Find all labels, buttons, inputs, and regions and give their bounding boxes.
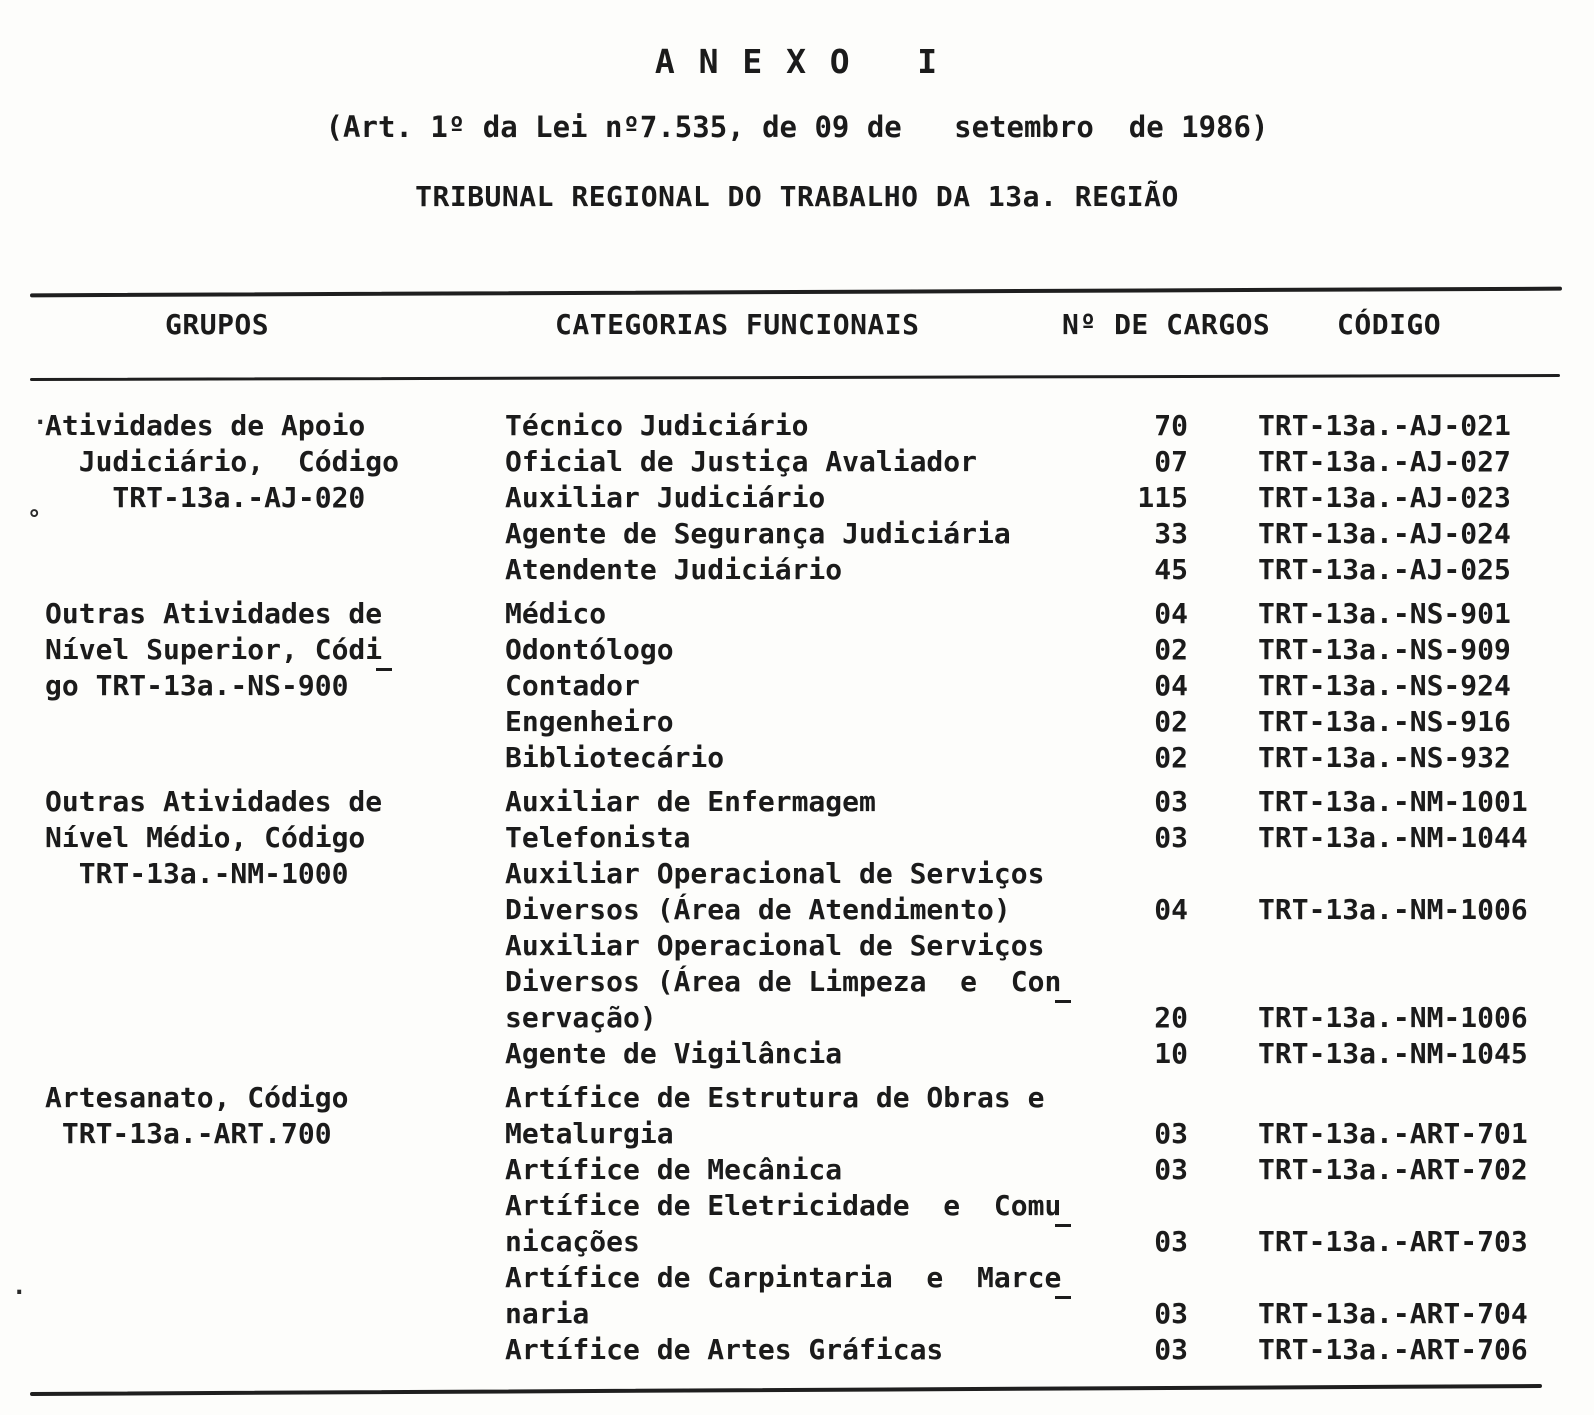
document-title: A N E X O I [654,42,940,81]
cell-grupo [35,928,505,964]
hyphenation-mark [1055,1296,1071,1299]
cell-grupo [35,1224,505,1260]
cell-numero-de-cargos [1040,928,1188,964]
scan-artifact: ° [27,505,42,533]
cell-numero-de-cargos: 03 [1154,821,1188,854]
table-row [35,892,1575,928]
table-row [35,632,1575,668]
table-section [35,1080,1575,1368]
cell-codigo: TRT-13a.-NM-1006 [1258,893,1528,926]
law-reference: (Art. 1º da Lei nº7.535, de 09 de setembro de 1986) [325,110,1269,144]
table-row [35,856,1575,892]
cell-grupo: Atividades de Apoio [45,409,366,442]
cell-grupo: TRT-13a.-AJ-020 [45,481,366,514]
cell-codigo: TRT-13a.-AJ-024 [1258,517,1511,550]
cell-categoria-funcional: Auxiliar de Enfermagem [505,785,876,818]
cell-numero-de-cargos [1040,1188,1188,1224]
cell-numero-de-cargos: 03 [1154,785,1188,818]
cell-numero-de-cargos: 03 [1154,1153,1188,1186]
table-section [35,596,1575,776]
table-row [35,480,1575,516]
cell-codigo: TRT-13a.-ART-706 [1258,1333,1528,1366]
cell-grupo [35,704,505,740]
cell-codigo [1188,928,1575,964]
cell-categoria-funcional: Auxiliar Operacional de Serviços [505,929,1045,962]
cell-grupo: TRT-13a.-NM-1000 [45,857,349,890]
column-header-codigo: CÓDIGO [1337,308,1442,341]
cell-numero-de-cargos [1040,964,1188,1000]
cell-numero-de-cargos [1040,856,1188,892]
cell-numero-de-cargos: 03 [1154,1117,1188,1150]
table-row [35,668,1575,704]
table-row [35,1036,1575,1072]
cell-grupo [35,1000,505,1036]
table-row [35,1080,1575,1116]
table-row [35,1260,1575,1296]
cell-grupo [35,740,505,776]
cell-categoria-funcional: Bibliotecário [505,741,725,774]
cell-codigo: TRT-13a.-ART-702 [1258,1153,1528,1186]
cell-grupo: Judiciário, Código [45,445,400,478]
cell-codigo: TRT-13a.-AJ-023 [1258,481,1511,514]
table-row [35,1332,1575,1368]
cell-grupo: Nível Superior, Códi [35,632,505,668]
table-row [35,820,1575,856]
cell-categoria-funcional: Oficial de Justiça Avaliador [505,445,978,478]
cell-grupo [35,1260,505,1296]
cell-codigo: TRT-13a.-ART-704 [1258,1297,1528,1330]
cell-categoria-funcional: Técnico Judiciário [505,409,809,442]
cell-numero-de-cargos: 04 [1154,597,1188,630]
cell-categoria-funcional: Artífice de Eletricidade e Comu [505,1188,1040,1224]
cell-codigo [1188,1188,1575,1224]
cell-categoria-funcional: Diversos (Área de Atendimento) [505,893,1011,926]
table-row [35,516,1575,552]
cell-categoria-funcional: Telefonista [505,821,691,854]
table-row [35,1296,1575,1332]
table-bottom-rule [30,1384,1542,1396]
cell-codigo: TRT-13a.-NS-909 [1258,633,1511,666]
cell-categoria-funcional: Artífice de Artes Gráficas [505,1333,944,1366]
cell-grupo: Outras Atividades de [45,597,383,630]
cell-codigo: TRT-13a.-NS-932 [1258,741,1511,774]
scan-artifact: . [12,1272,27,1300]
cell-codigo: TRT-13a.-AJ-021 [1258,409,1511,442]
table-header-row [35,308,1565,356]
cell-numero-de-cargos: 03 [1154,1297,1188,1330]
cell-codigo: TRT-13a.-NM-1001 [1258,785,1528,818]
cell-numero-de-cargos: 04 [1154,669,1188,702]
table-row [35,784,1575,820]
table-row [35,1000,1575,1036]
table-row [35,408,1575,444]
cell-numero-de-cargos [1040,1260,1188,1296]
column-header-numero-de-cargos: Nº DE CARGOS [1062,308,1271,341]
cell-grupo: go TRT-13a.-NS-900 [45,669,349,702]
cell-numero-de-cargos: 45 [1154,553,1188,586]
table-body [35,408,1575,1368]
cell-categoria-funcional: Diversos (Área de Limpeza e Con [505,964,1040,1000]
table-section [35,784,1575,1072]
cell-codigo: TRT-13a.-AJ-025 [1258,553,1511,586]
table-row [35,704,1575,740]
cell-grupo [35,964,505,1000]
hyphenation-mark [1055,1224,1071,1227]
cell-categoria-funcional: Auxiliar Operacional de Serviços [505,857,1045,890]
cell-numero-de-cargos: 33 [1154,517,1188,550]
cell-numero-de-cargos: 07 [1154,445,1188,478]
cell-numero-de-cargos: 02 [1154,633,1188,666]
cell-codigo: TRT-13a.-NS-901 [1258,597,1511,630]
hyphenation-mark [1055,1000,1071,1003]
cell-grupo [35,1188,505,1224]
cell-codigo [1188,1080,1575,1116]
cell-categoria-funcional: nicações [505,1225,640,1258]
cell-grupo [35,1036,505,1072]
cell-grupo: TRT-13a.-ART.700 [45,1117,332,1150]
cell-codigo: TRT-13a.-NM-1044 [1258,821,1528,854]
table-row [35,596,1575,632]
cell-numero-de-cargos: 115 [1137,481,1188,514]
cell-categoria-funcional: Artífice de Carpintaria e Marce [505,1260,1040,1296]
column-header-categorias-funcionais: CATEGORIAS FUNCIONAIS [555,308,920,341]
cell-numero-de-cargos: 03 [1154,1225,1188,1258]
cell-grupo: Artesanato, Código [45,1081,349,1114]
cell-categoria-funcional: Artífice de Estrutura de Obras e [505,1081,1045,1114]
cell-numero-de-cargos: 02 [1154,705,1188,738]
cell-categoria-funcional: Atendente Judiciário [505,553,843,586]
table-row [35,964,1575,1000]
cell-numero-de-cargos: 04 [1154,893,1188,926]
table-row [35,1152,1575,1188]
cell-categoria-funcional: Agente de Segurança Judiciária [505,517,1011,550]
table-row [35,740,1575,776]
cell-categoria-funcional: Metalurgia [505,1117,674,1150]
cell-grupo [35,1296,505,1332]
table-row [35,1188,1575,1224]
cell-codigo: TRT-13a.-NS-916 [1258,705,1511,738]
cell-codigo: TRT-13a.-NS-924 [1258,669,1511,702]
table-row [35,552,1575,588]
court-name: TRIBUNAL REGIONAL DO TRABALHO DA 13a. REGIÃO [415,180,1179,213]
cell-grupo [35,892,505,928]
cell-categoria-funcional: Contador [505,669,640,702]
cell-codigo: TRT-13a.-NM-1006 [1258,1001,1528,1034]
cell-numero-de-cargos [1040,1080,1188,1116]
table-section [35,408,1575,588]
table-row [35,1116,1575,1152]
cell-grupo [35,1332,505,1368]
cell-codigo: TRT-13a.-ART-701 [1258,1117,1528,1150]
table-top-rule [30,287,1562,298]
cell-grupo [35,552,505,588]
cell-codigo: TRT-13a.-ART-703 [1258,1225,1528,1258]
cell-numero-de-cargos: 70 [1154,409,1188,442]
cell-codigo [1188,964,1575,1000]
cell-numero-de-cargos: 10 [1154,1037,1188,1070]
cell-grupo: Nível Médio, Código [45,821,366,854]
cell-categoria-funcional: Odontólogo [505,633,674,666]
cell-codigo [1188,856,1575,892]
cell-categoria-funcional: Agente de Vigilância [505,1037,843,1070]
cell-categoria-funcional: naria [505,1297,590,1330]
cell-categoria-funcional: servação) [505,1001,657,1034]
cell-grupo: Outras Atividades de [45,785,383,818]
cell-codigo [1188,1260,1575,1296]
table-row [35,444,1575,480]
cell-categoria-funcional: Médico [505,597,607,630]
cell-categoria-funcional: Artífice de Mecânica [505,1153,843,1186]
cell-codigo: TRT-13a.-NM-1045 [1258,1037,1528,1070]
table-header-rule [30,374,1560,381]
cell-numero-de-cargos: 03 [1154,1333,1188,1366]
column-header-grupos: GRUPOS [165,308,270,341]
cell-grupo [35,516,505,552]
cell-numero-de-cargos: 02 [1154,741,1188,774]
table-row [35,928,1575,964]
scan-artifact: . [33,402,48,430]
cell-numero-de-cargos: 20 [1154,1001,1188,1034]
cell-categoria-funcional: Engenheiro [505,705,674,738]
table-row [35,1224,1575,1260]
hyphenation-mark [376,668,392,671]
cell-categoria-funcional: Auxiliar Judiciário [505,481,826,514]
cell-grupo [35,1152,505,1188]
cell-codigo: TRT-13a.-AJ-027 [1258,445,1511,478]
